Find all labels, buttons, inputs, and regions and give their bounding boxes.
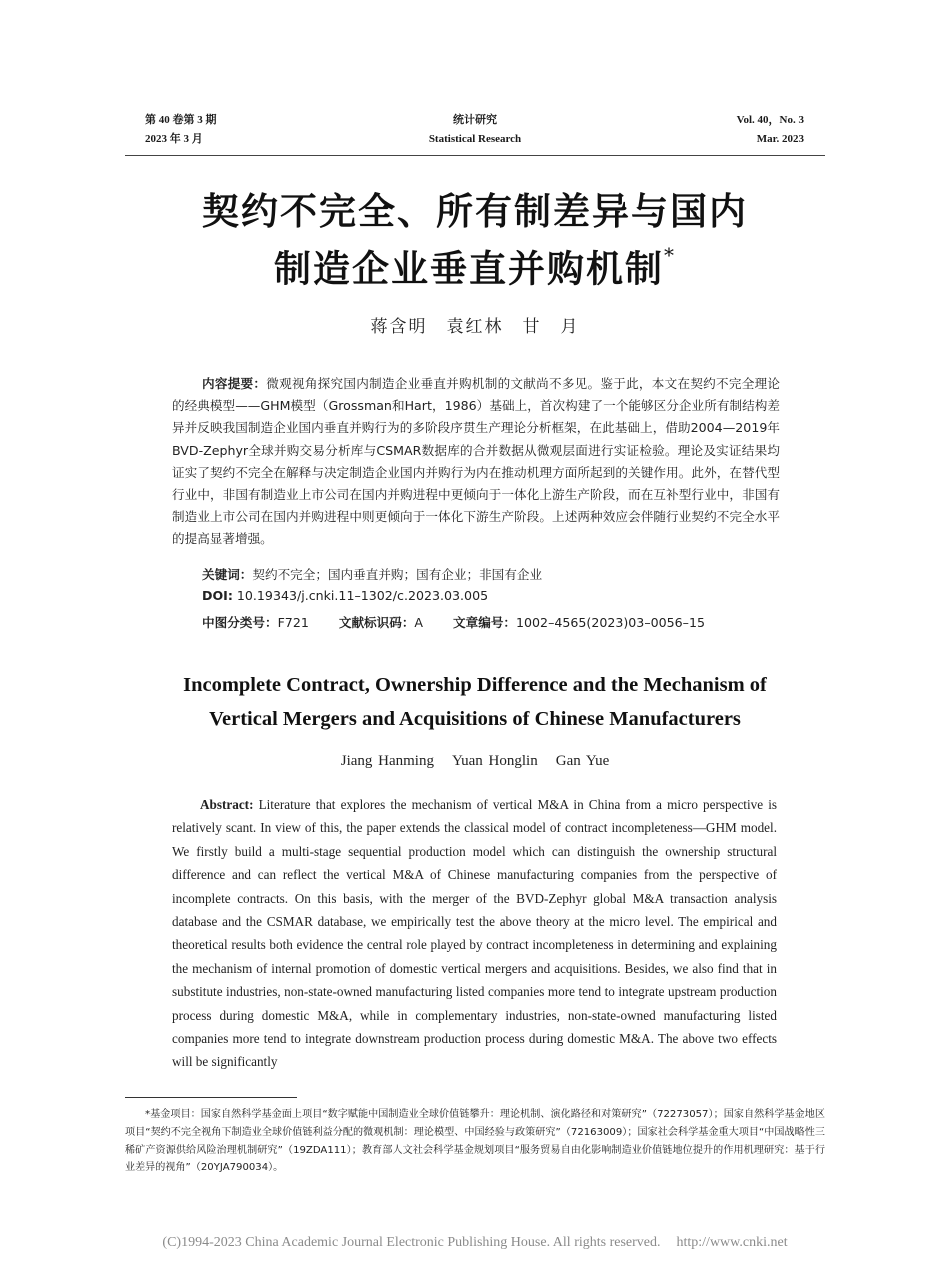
- title-cn-line1: 契约不完全、所有制差异与国内: [202, 189, 748, 233]
- header-journal-en: Statistical Research: [428, 133, 522, 145]
- header-journal-cn: 统计研究: [453, 114, 497, 126]
- clc-label: 中图分类号：: [202, 615, 278, 630]
- title-footnote-marker: *: [664, 243, 676, 267]
- authors-en: [0, 753, 950, 770]
- doi-line: [202, 588, 488, 603]
- abstract-en-text: Literature that explores the mechanism of vertical M&A in China from a micro perspective is relatively scant. In view of this, the paper extends the classical model of contract incompleteness—GHM model. We firstly build a multi-stage sequential production model which can distinguish the ownership structural difference and can reflect the vertical M&A of Chinese manufacturing companies from the perspective of incomplete contracts. On this basis, with the merger of the BVD-Zephyr global M&A transaction analysis database and the CSMAR database, we empirically test the above theory at the micro level. The empirical and theoretical results both evidence the central role played by contract incompleteness in determining and explaining the mechanism of internal promotion of domestic vertical mergers and acquisitions. Besides, we also find that in substitute industries, non-state-owned manufacturing listed companies more tend to integrate upstream production process during domestic M&A, while in complementary industries, non-state-owned manufacturing listed companies more tend to integrate downstream production process during domestic M&A. The above two effects will be significantly: [172, 797, 777, 1070]
- keywords-line: [202, 564, 542, 583]
- clc-value: F721: [277, 615, 309, 630]
- keywords-text: 契约不完全；国内垂直并购；国有企业；非国有企业: [252, 567, 543, 582]
- doi-label: DOI:: [202, 588, 233, 603]
- title-en: [80, 668, 870, 736]
- header-rule: [125, 155, 825, 156]
- author-en-3: Gan Yue: [555, 753, 610, 769]
- abstract-en: [172, 793, 777, 1074]
- author-en-1: Jiang Hanming: [340, 753, 434, 769]
- article-no-value: 1002–4565(2023)03–0056–15: [516, 615, 705, 630]
- footnote-rule: [125, 1097, 297, 1098]
- authors-cn: 蒋含明 袁红林 甘 月: [370, 317, 580, 337]
- header-issue-en: [737, 111, 804, 149]
- title-cn-line2-wrap: [60, 236, 890, 293]
- author-en-2: Yuan Honglin: [451, 753, 538, 769]
- abstract-cn-label: 内容提要：: [202, 376, 267, 391]
- header-journal: [375, 111, 575, 149]
- header-issue-cn: [145, 111, 217, 149]
- abstract-en-label: Abstract:: [200, 797, 254, 812]
- cnki-link[interactable]: http://www.cnki.net: [676, 1235, 788, 1250]
- keywords-label: 关键词：: [202, 567, 253, 582]
- title-cn: [60, 186, 890, 293]
- copyright-text: (C)1994-2023 China Academic Journal Electronic Publishing House. All rights reserved.: [162, 1235, 661, 1250]
- doi-text: 10.19343/j.cnki.11–1302/c.2023.03.005: [232, 588, 489, 603]
- footnote-funding: *基金项目：国家自然科学基金面上项目“数字赋能中国制造业全球价值链攀升：理论机制、演化路径和对策研究”（72273057）；国家自然科学基金地区项目“契约不完全视角下制造业全球价值链利益分配的微观机制：理论模型、中国经验与政策研究”（72163009）；国家社会科学基金重大项目“中国战略性三稀矿产资源供给风险治理机制研究”（19ZDA111）；教育部人文社会科学基金规划项目“服务贸易自由化影响制造业价值链地位提升的作用机理研究：基于行业差异的视角”（20YJA790034）。: [125, 1109, 825, 1174]
- title-en-line1: Incomplete Contract, Ownership Difference and the Mechanism of: [183, 674, 767, 696]
- header-volume-issue: 第 40 卷第 3 期: [145, 114, 217, 126]
- header-date-cn: 2023 年 3 月: [145, 133, 203, 145]
- copyright-line: [0, 1235, 950, 1251]
- classification-line: [202, 612, 705, 631]
- abstract-cn-text: 微观视角探究国内制造企业垂直并购机制的文献尚不多见。鉴于此，本文在契约不完全理论的经典模型——GHM模型（Grossman和Hart，1986）基础上，首次构建了一个能够区分企业所有制结构差异并反映我国制造企业国内垂直并购行为的多阶段序贯生产理论分析框架，在此基础上，借助2004—2019年BVD-Zephyr全球并购交易分析库与CSMAR数据库的合并数据从微观层面进行实证检验。理论及实证结果均证实了契约不完全在解释与决定制造企业国内并购行为内在推动机理方面所起到的关键作用。此外，在替代型行业中，非国有制造业上市公司在国内并购进程中更倾向于一体化上游生产阶段，而在互补型行业中，非国有制造业上市公司在国内并购进程中则更倾向于一体化下游生产阶段。上述两种效应会伴随行业契约不完全水平的提高显著增强。: [172, 376, 781, 547]
- abstract-cn: [172, 373, 780, 551]
- doc-code-label: 文献标识码：: [338, 615, 415, 630]
- title-en-line2: Vertical Mergers and Acquisitions of Chinese Manufacturers: [209, 708, 741, 730]
- header-vol-no: Vol. 40，No. 3: [736, 114, 804, 126]
- title-cn-line2: 制造企业垂直并购机制: [274, 246, 664, 291]
- article-no-label: 文章编号：: [453, 615, 517, 630]
- header-date-en: Mar. 2023: [756, 133, 804, 145]
- doc-code-value: A: [414, 615, 424, 630]
